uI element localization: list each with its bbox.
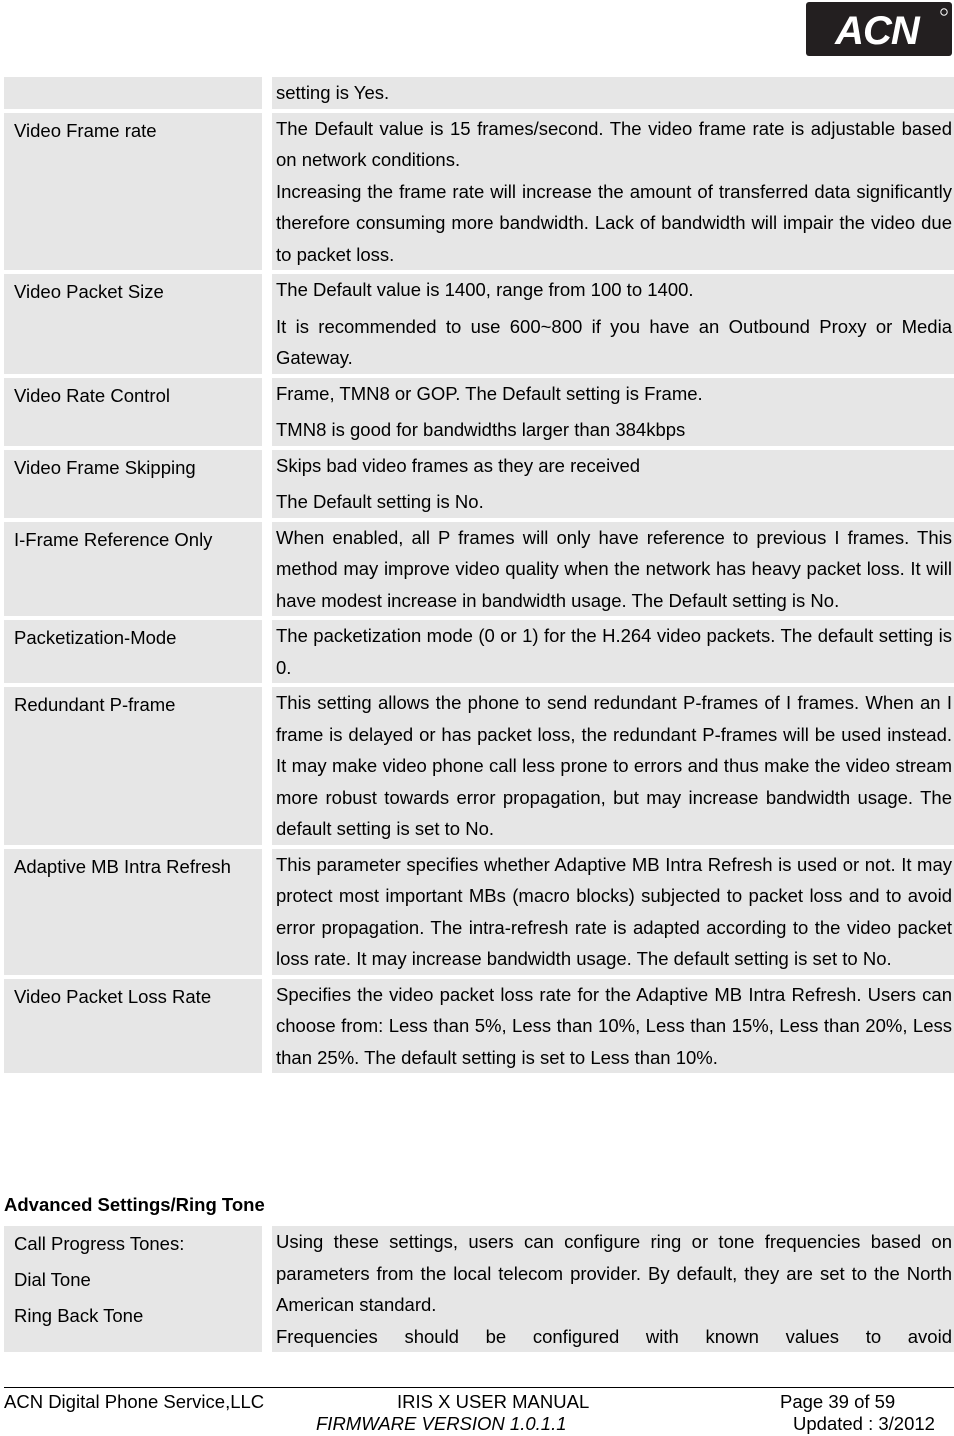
description-paragraph: When enabled, all P frames will only have reference to previous I frames. This method may improve video quality when the network has heavy packet loss. It will have modest increase in bandwidth usage. The Default setting is No. xyxy=(276,526,952,611)
description-paragraph: Skips bad video frames as they are received xyxy=(276,454,641,476)
row-label: Video Frame rate xyxy=(4,113,272,271)
description-paragraph: setting is Yes. xyxy=(276,82,390,103)
row-description xyxy=(272,687,954,845)
table-row xyxy=(4,979,954,1074)
row-description xyxy=(272,522,954,617)
description-paragraph: Frame, TMN8 or GOP. The Default setting is Frame. xyxy=(276,382,703,404)
description-paragraph: Increasing the frame rate will increase the amount of transferred data significantly therefore consuming more bandwidth. Lack of bandwidth will impair the video due to packet loss. xyxy=(276,180,952,265)
row-label xyxy=(4,77,272,109)
table-row xyxy=(4,522,954,617)
ring-tone-table xyxy=(4,1222,954,1356)
acn-logo xyxy=(806,2,952,56)
description-paragraph: The Default setting is No. xyxy=(276,491,484,512)
footer-manual-title: IRIS X USER MANUAL xyxy=(397,1391,590,1412)
description-paragraph: Specifies the video packet loss rate for the Adaptive MB Intra Refresh. Users can choose from: Less than 5%, Less than 10%, Less than 15%, Less than 20%, Less than 25%. The default setting is set to Less than 10%. xyxy=(276,983,952,1068)
row-label: Video Rate Control xyxy=(4,378,272,446)
table-row xyxy=(4,620,954,683)
table-row xyxy=(4,687,954,845)
row-description xyxy=(272,1226,954,1352)
description-paragraph: It is recommended to use 600~800 if you have an Outbound Proxy or Media Gateway. xyxy=(276,315,952,368)
description-paragraph: The packetization mode (0 or 1) for the H.264 video packets. The default setting is 0. xyxy=(276,625,952,678)
description-paragraph: The Default value is 15 frames/second. The video frame rate is adjustable based on network conditions. xyxy=(276,117,952,170)
table-row xyxy=(4,77,954,109)
row-label: Packetization-Mode xyxy=(4,620,272,683)
row-description xyxy=(272,274,954,374)
row-label: I-Frame Reference Only xyxy=(4,522,272,617)
description-paragraph: TMN8 is good for bandwidths larger than 384kbps xyxy=(276,419,686,440)
table-row xyxy=(4,450,954,518)
description-paragraph: Frequencies should be configured with known values to avoid xyxy=(276,1325,952,1347)
row-label: Video Packet Size xyxy=(4,274,272,374)
row-label: Video Frame Skipping xyxy=(4,450,272,518)
footer-page-number: Page 39 of 59 xyxy=(780,1391,896,1412)
row-label: Redundant P-frame xyxy=(4,687,272,845)
section-title: Advanced Settings/Ring Tone xyxy=(4,1194,265,1215)
description-paragraph: This setting allows the phone to send redundant P-frames of I frames. When an I frame is delayed or has packet loss, the redundant P-frames will be used instead. It may make video phone call less prone to errors and thus make the video stream more robust towards error propagation, but may increase bandwidth usage. The default setting is set to No. xyxy=(276,692,952,839)
footer-firmware-version: FIRMWARE VERSION 1.0.1.1 xyxy=(316,1413,567,1434)
label-call-progress-tones: Call Progress Tones: xyxy=(14,1233,185,1254)
settings-table xyxy=(4,73,954,1077)
footer-updated-date: Updated : 3/2012 xyxy=(793,1413,935,1434)
label-dial-tone: Dial Tone xyxy=(14,1269,91,1290)
registered-mark xyxy=(941,9,947,15)
table-row xyxy=(4,274,954,374)
row-label: Video Packet Loss Rate xyxy=(4,979,272,1074)
footer-company: ACN Digital Phone Service,LLC xyxy=(4,1391,265,1412)
table-row xyxy=(4,1226,954,1352)
row-description xyxy=(272,378,954,446)
table-row xyxy=(4,849,954,975)
table-row xyxy=(4,113,954,271)
row-description xyxy=(272,849,954,975)
footer-divider xyxy=(4,1387,954,1388)
row-label: Adaptive MB Intra Refresh xyxy=(4,849,272,975)
table-row xyxy=(4,378,954,446)
row-label xyxy=(4,1226,272,1352)
row-description xyxy=(272,450,954,518)
description-paragraph: This parameter specifies whether Adaptive MB Intra Refresh is used or not. It may protect most important MBs (macro blocks) subjected to packet loss and to avoid error propagation. The intra-refresh rate is adapted according to the video packet loss rate. It may increase bandwidth usage. The default setting is set to No. xyxy=(276,853,952,969)
row-description xyxy=(272,620,954,683)
label-ring-back-tone: Ring Back Tone xyxy=(14,1305,144,1326)
row-description xyxy=(272,979,954,1074)
logo-text: ACN xyxy=(835,9,919,53)
description-paragraph: The Default value is 1400, range from 100 to 1400. xyxy=(276,279,694,300)
row-description xyxy=(272,77,954,109)
row-description xyxy=(272,113,954,271)
description-paragraph: Using these settings, users can configure ring or tone frequencies based on parameters from the local telecom provider. By default, they are set to the North American standard. xyxy=(276,1231,952,1315)
